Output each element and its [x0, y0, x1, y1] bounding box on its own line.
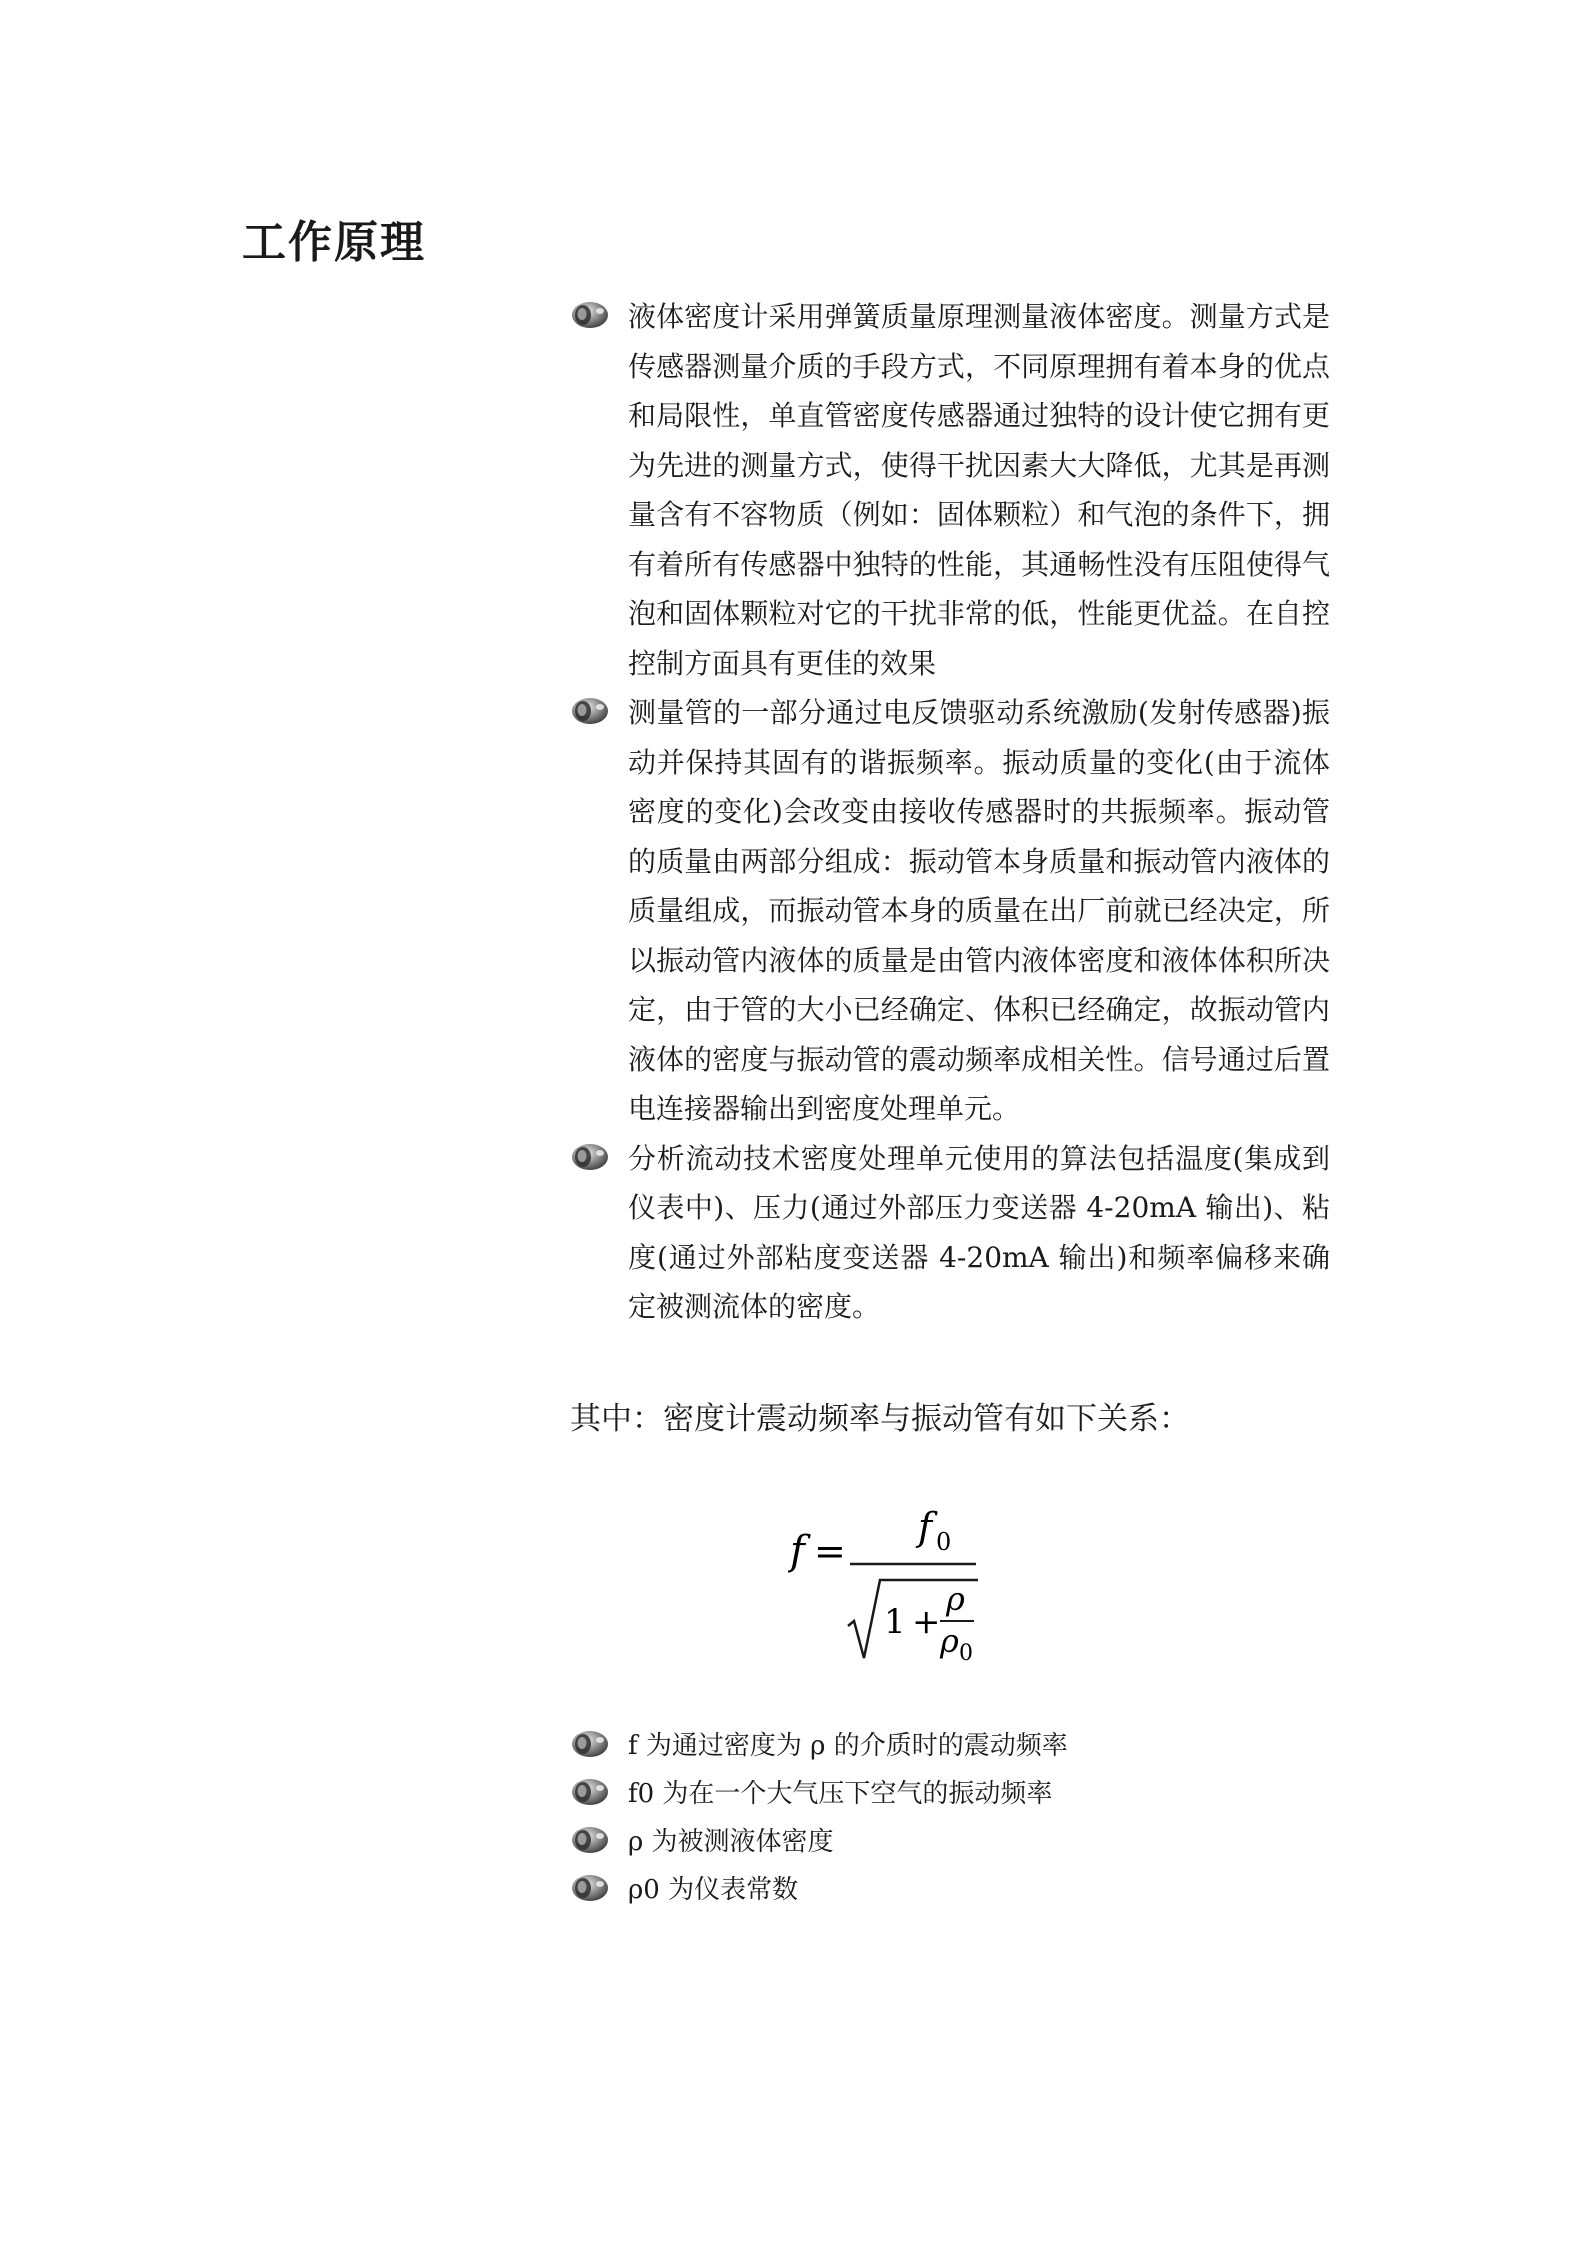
bullet-icon: [570, 300, 610, 330]
frequency-formula: [788, 1500, 1108, 1670]
formula-svg: [788, 1500, 1108, 1670]
variable-text-f0: f0 为在一个大气压下空气的振动频率: [628, 1778, 1053, 1809]
formula-numerator-sub: 0: [936, 1527, 952, 1556]
principle-bullet-2: [570, 688, 1330, 1134]
principle-text-3: 分析流动技术密度处理单元使用的算法包括温度(集成到仪表中)、压力(通过外部压力变送器 4-20mA 输出)、粘度(通过外部粘度变送器 4-20mA 输出)和频率偏移来确定被测流体的密度。: [628, 1141, 1330, 1323]
variable-item-rho0: [570, 1866, 1330, 1914]
formula-lhs: f: [790, 1527, 805, 1574]
formula-one: 1: [884, 1601, 906, 1642]
variable-item-f: [570, 1722, 1330, 1770]
formula-equals: =: [814, 1528, 846, 1573]
formula-plus: +: [912, 1601, 941, 1642]
principle-bullet-3: [570, 1134, 1330, 1332]
bullet-icon: [570, 1777, 610, 1807]
bullet-icon: [570, 1873, 610, 1903]
variable-item-f0: [570, 1770, 1330, 1818]
bullet-icon: [570, 1825, 610, 1855]
principle-bullet-1: [570, 292, 1330, 688]
formula-rho0-sub: 0: [959, 1640, 973, 1666]
variable-text-f: f 为通过密度为 ρ 的介质时的震动频率: [628, 1730, 1068, 1761]
principle-text-1: 液体密度计采用弹簧质量原理测量液体密度。测量方式是传感器测量介质的手段方式，不同原理拥有着本身的优点和局限性，单直管密度传感器通过独特的设计使它拥有更为先进的测量方式，使得干扰因素大大降低，尤其是再测量含有不容物质（例如：固体颗粒）和气泡的条件下，拥有着所有传感器中独特的性能，其通畅性没有压阻使得气泡和固体颗粒对它的干扰非常的低，性能更优益。在自控控制方面具有更佳的效果: [628, 300, 1330, 680]
principle-text-2: 测量管的一部分通过电反馈驱动系统激励(发射传感器)振动并保持其固有的谐振频率。振动质量的变化(由于流体密度的变化)会改变由接收传感器时的共振频率。振动管的质量由两部分组成：振动管本身质量和振动管内液体的质量组成，而振动管本身的质量在出厂前就已经决定，所以振动管内液体的质量是由管内液体密度和液体体积所决定，由于管的大小已经确定、体积已经确定，故振动管内液体的密度与振动管的震动频率成相关性。信号通过后置电连接器输出到密度处理单元。: [628, 696, 1330, 1125]
formula-rho: ρ: [946, 1579, 965, 1618]
principle-bullet-list: [570, 292, 1330, 1332]
bullet-icon: [570, 1729, 610, 1759]
formula-intro: 其中：密度计震动频率与振动管有如下关系：: [570, 1400, 1190, 1437]
bullet-icon: [570, 696, 610, 726]
variable-item-rho: [570, 1818, 1330, 1866]
page-title: 工作原理: [242, 217, 426, 268]
variable-definition-list: [570, 1722, 1330, 1914]
main-content: [570, 292, 1330, 1914]
formula-numerator: f: [918, 1504, 933, 1549]
variable-text-rho0: ρ0 为仪表常数: [628, 1874, 799, 1905]
formula-rho0: ρ: [940, 1621, 959, 1660]
variable-text-rho: ρ 为被测液体密度: [628, 1826, 834, 1857]
bullet-icon: [570, 1142, 610, 1172]
